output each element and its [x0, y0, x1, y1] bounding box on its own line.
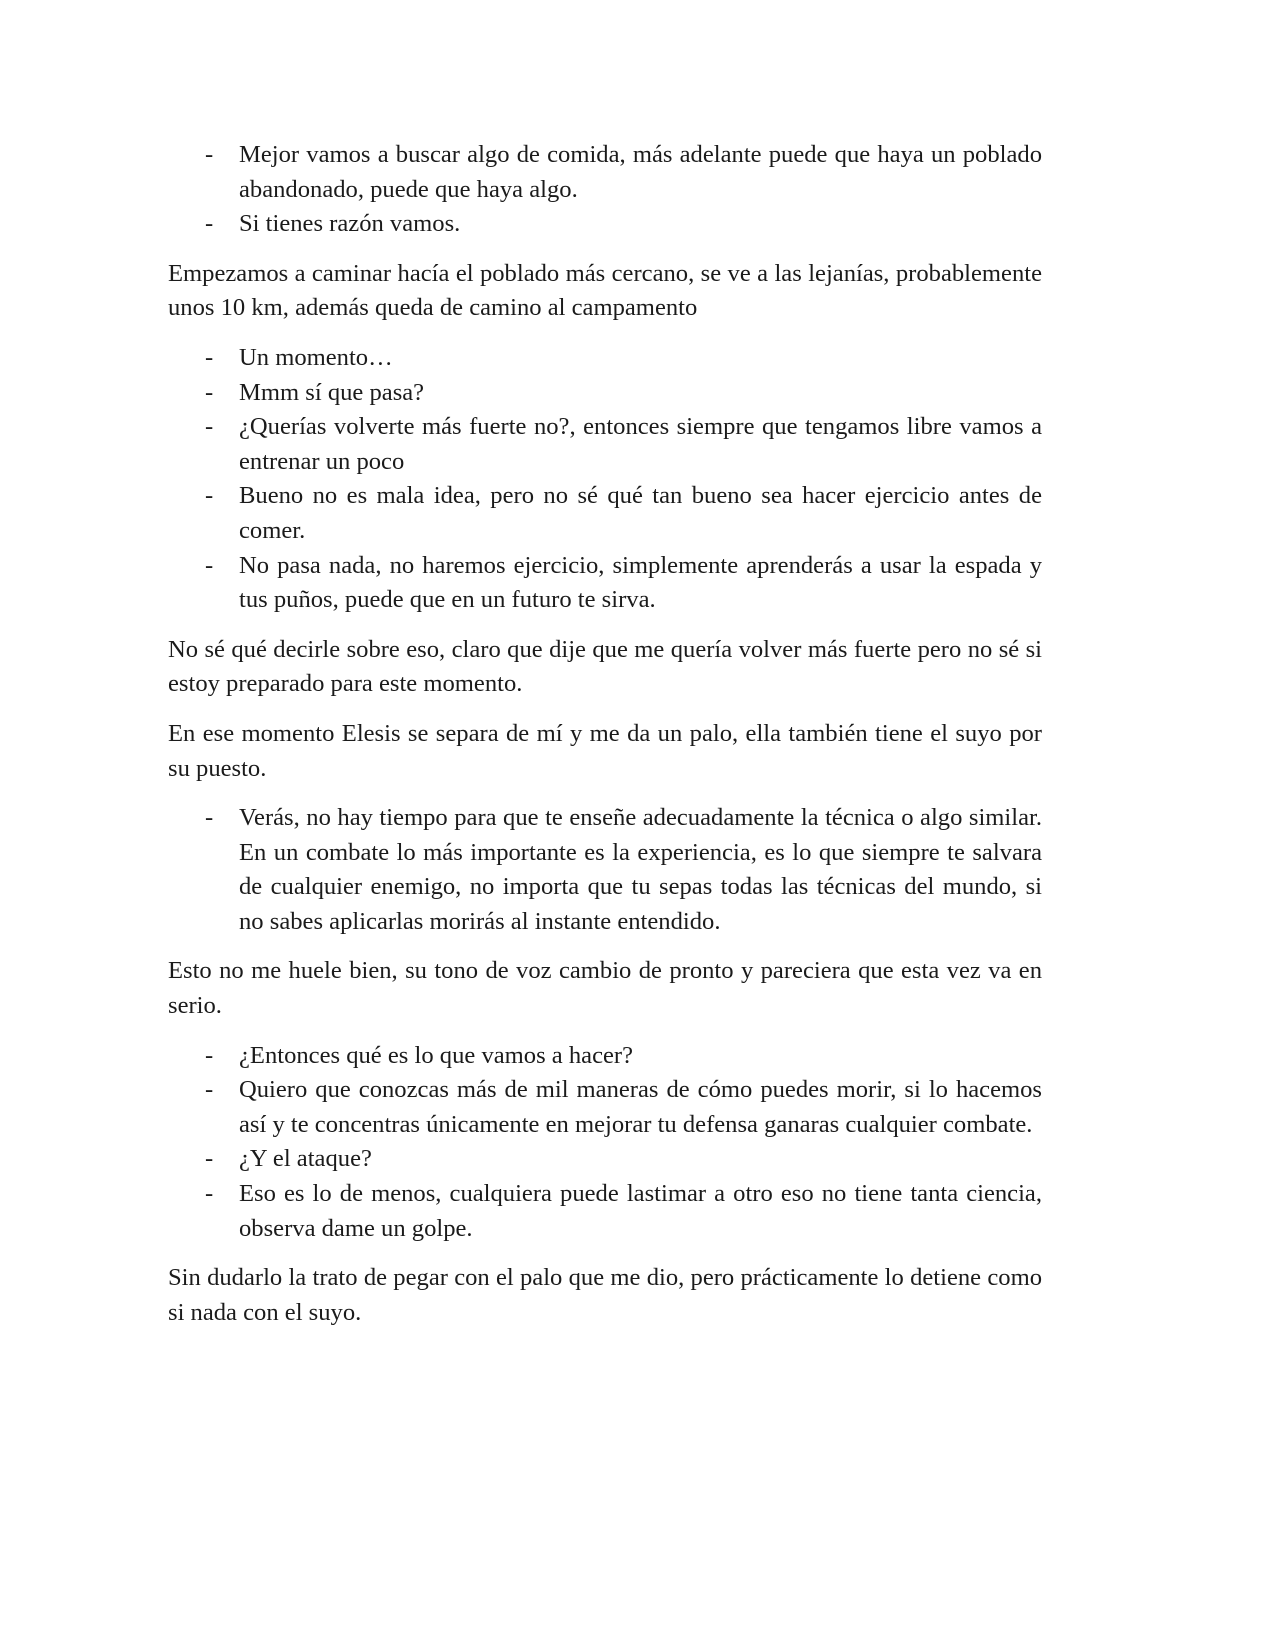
dialogue-line [168, 1142, 1042, 1177]
dialogue-text: Eso es lo de menos, cualquiera puede lastimar a otro eso no tiene tanta ciencia, observa dame un golpe. [239, 1180, 1042, 1242]
dialogue-dash: - [205, 1076, 214, 1104]
dialogue-line [168, 1073, 1042, 1142]
dialogue-dash: - [205, 804, 214, 832]
dialogue-line [168, 341, 1042, 376]
narrative-paragraph: Empezamos a caminar hacía el poblado más cercano, se ve a las lejanías, probablemente unos 10 km, además queda de camino al campamento [168, 259, 1042, 322]
dialogue-text: Mmm sí que pasa? [239, 378, 425, 406]
dialogue-line [168, 479, 1042, 548]
dialogue-text: Un momento… [239, 343, 393, 371]
dialogue-dash: - [205, 482, 214, 510]
dialogue-text: ¿Querías volverte más fuerte no?, entonces siempre que tengamos libre vamos a entrenar un poco [239, 413, 1042, 475]
dialogue-dash: - [205, 1180, 214, 1208]
dialogue-line [168, 801, 1042, 939]
dialogue-list [168, 138, 1042, 242]
dialogue-line [168, 549, 1042, 618]
dialogue-line [168, 207, 1042, 242]
narrative-paragraph: Sin dudarlo la trato de pegar con el palo que me dio, pero prácticamente lo detiene como si nada con el suyo. [168, 1264, 1042, 1326]
dialogue-dash: - [205, 378, 214, 406]
dialogue-list [168, 801, 1042, 939]
dialogue-text: ¿Y el ataque? [239, 1145, 372, 1173]
dialogue-text: Quiero que conozcas más de mil maneras de cómo puedes morir, si lo hacemos así y te concentras únicamente en mejorar tu defensa ganaras cualquier combate. [239, 1076, 1042, 1138]
dialogue-dash: - [205, 413, 214, 441]
dialogue-line [168, 376, 1042, 411]
dialogue-dash: - [205, 210, 214, 238]
dialogue-text: Verás, no hay tiempo para que te enseñe adecuadamente la técnica o algo similar. En un combate lo más importante es la experiencia, es lo que siempre te salvara de cualquier enemigo, no importa que tu sepas todas las técnicas del mundo, si no sabes aplicarlas morirás al instante entendido. [239, 804, 1042, 935]
narrative-paragraph: Esto no me huele bien, su tono de voz cambio de pronto y pareciera que esta vez va en serio. [168, 957, 1042, 1020]
dialogue-text: No pasa nada, no haremos ejercicio, simplemente aprenderás a usar la espada y tus puños, puede que en un futuro te sirva. [239, 551, 1042, 614]
dialogue-text: Bueno no es mala idea, pero no sé qué tan bueno sea hacer ejercicio antes de comer. [239, 482, 1042, 544]
document-page [168, 138, 1042, 1345]
dialogue-text: ¿Entonces qué es lo que vamos a hacer? [239, 1041, 634, 1069]
narrative-paragraph: En ese momento Elesis se separa de mí y me da un palo, ella también tiene el suyo por su puesto. [168, 719, 1042, 782]
dialogue-text: Si tienes razón vamos. [239, 210, 461, 238]
narrative-paragraph: No sé qué decirle sobre eso, claro que dije que me quería volver más fuerte pero no sé si estoy preparado para este momento. [168, 635, 1042, 698]
dialogue-line [168, 138, 1042, 207]
dialogue-line [168, 1177, 1042, 1246]
dialogue-dash: - [205, 551, 214, 579]
dialogue-text: Mejor vamos a buscar algo de comida, más adelante puede que haya un poblado abandonado, puede que haya algo. [239, 141, 1042, 203]
dialogue-dash: - [205, 1145, 214, 1173]
dialogue-dash: - [205, 141, 214, 168]
dialogue-dash: - [205, 1041, 214, 1069]
dialogue-list [168, 1039, 1042, 1247]
dialogue-line [168, 1039, 1042, 1074]
dialogue-list [168, 341, 1042, 618]
dialogue-line [168, 410, 1042, 479]
dialogue-dash: - [205, 343, 214, 371]
